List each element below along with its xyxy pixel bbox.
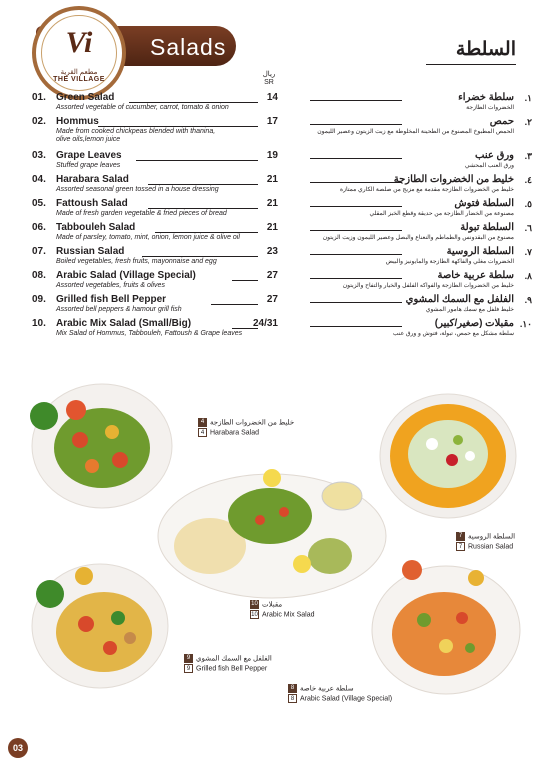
item-number: 08. <box>32 270 46 281</box>
caption-grilled-fish-bell-pepper: 9 الفلفل مع السمك المشوي 9 Grilled fish Bell Pepper <box>184 654 272 675</box>
item-number: 01. <box>32 92 46 103</box>
item-description: Stuffed grape leaves <box>56 162 121 169</box>
arabic-item-number: ٥. <box>524 199 532 209</box>
title-underline <box>426 64 516 65</box>
arabic-item-name: مقبلات (صغير/كبير) <box>434 318 514 329</box>
arabic-item-name: السلطة فتوش <box>454 198 514 209</box>
leader-line <box>310 302 402 303</box>
leader-line <box>232 280 258 281</box>
leader-line <box>310 124 402 125</box>
arabic-item-number: ٩. <box>524 295 532 305</box>
leader-line <box>211 304 258 305</box>
arabic-item-number: ٧. <box>524 247 532 257</box>
price-column-header: ريال SR <box>262 71 276 86</box>
grilled-fish-bell-pepper-photo <box>32 564 168 688</box>
arabic-item-number: ١. <box>524 93 532 103</box>
leader-line <box>310 278 402 279</box>
item-description: Mix Salad of Hommus, Tabbouleh, Fattoush & Grape leaves <box>56 330 243 337</box>
item-number: 05. <box>32 198 46 209</box>
page-number: 03 <box>8 738 28 758</box>
item-name: Arabic Salad (Village Special) <box>56 270 196 281</box>
leader-line <box>310 254 402 255</box>
leader-line <box>98 126 258 127</box>
arabic-item-description: الخضروات الطازجة <box>466 105 514 111</box>
leader-line <box>310 182 402 183</box>
item-number: 04. <box>32 174 46 185</box>
item-name: Russian Salad <box>56 246 125 257</box>
item-number: 02. <box>32 116 46 127</box>
russian-salad-photo <box>380 394 516 518</box>
item-number: 10. <box>32 318 46 329</box>
arabic-item-name: السلطة تبولة <box>460 222 514 233</box>
item-description: Assorted bell peppers & hamour grill fish <box>56 306 182 313</box>
item-price: 19 <box>266 150 278 161</box>
item-description: Assorted seasonal green tossed in a house dressing <box>56 186 219 193</box>
arabic-page-title: السلطة <box>455 39 516 60</box>
item-name: Arabic Mix Salad (Small/Big) <box>56 318 192 329</box>
arabic-item-description: سلطة مشكل مع حمص، تبولة، فتوش و ورق عنب <box>392 331 514 337</box>
item-name: Harabara Salad <box>56 174 129 185</box>
item-price: 23 <box>266 246 278 257</box>
item-price: 14 <box>266 92 278 103</box>
leader-line <box>310 158 402 159</box>
arabic-item-description: خليط من الخضروات الطازجة مقدمة مع مزيج من صلصة الكاري ممتازة <box>340 187 514 193</box>
item-name: Hommus <box>56 116 99 127</box>
leader-line <box>142 256 258 257</box>
arabic-salad-photo <box>372 560 520 694</box>
item-description: Boiled vegetables, fresh fruits, mayonnaise and egg <box>56 258 217 265</box>
caption-arabic-salad: 8 سلطة عربية خاصة 8 Arabic Salad (Village Special) <box>288 684 392 705</box>
caption-russian-salad: 7 السلطة الروسية 7 Russian Salad <box>456 532 515 553</box>
leader-line <box>148 184 258 185</box>
page-title: Salads <box>150 34 227 60</box>
arabic-item-description: الحمص المطبوخ المصنوع من الطحينة المخلوطة مع زيت الزيتون وعصير الليمون <box>317 129 514 135</box>
arabic-mix-salad-photo <box>158 469 386 598</box>
item-description: Made of fresh garden vegetable & fried pieces of bread <box>56 210 227 217</box>
item-number: 03. <box>32 150 46 161</box>
caption-harabara-salad: 4 خليط من الخضروات الطازجة 4 Harabara Salad <box>198 418 294 439</box>
leader-line <box>136 160 258 161</box>
item-price: 27 <box>266 270 278 281</box>
logo-mark: Vi <box>65 26 93 59</box>
arabic-item-description: مصنوع من البقدونس والطماطم والنعناع والبصل وعصير الليمون وزيت الزيتون <box>322 235 514 241</box>
item-price: 27 <box>266 294 278 305</box>
harabara-salad-photo <box>30 384 172 508</box>
arabic-item-description: ورق العنب المحشي <box>464 163 514 169</box>
arabic-item-number: ٦. <box>524 223 532 233</box>
leader-line <box>310 206 402 207</box>
item-name: Grilled fish Bell Pepper <box>56 294 167 305</box>
item-description: Assorted vegetable of cucumber, carrot, tomato & onion <box>56 104 229 111</box>
caption-arabic-mix-salad: 10 مقبلات 10 Arabic Mix Salad <box>251 601 315 619</box>
item-description: Assorted vegetables, fruits & olives <box>56 282 165 289</box>
item-description: Made from cooked chickpeas blended with thanina, olive oils,lemon juice <box>56 128 216 143</box>
item-price: 17 <box>266 116 278 127</box>
arabic-item-description: مصنوعة من الخضار الطازجة من حديقة وقطع الخبز المقلي <box>369 211 514 217</box>
item-description: Made of parsley, tomato, mint, onion, lemon juice & olive oil <box>56 234 240 241</box>
item-price: 24/31 <box>252 318 278 329</box>
item-price: 21 <box>266 174 278 185</box>
item-number: 07. <box>32 246 46 257</box>
leader-line <box>155 232 259 233</box>
arabic-item-name: السلطة الروسية <box>446 246 514 257</box>
item-name: Tabbouleh Salad <box>56 222 136 233</box>
arabic-item-name: حمص <box>489 116 514 127</box>
logo-english: THE VILLAGE <box>53 76 105 83</box>
leader-line <box>310 100 402 101</box>
arabic-item-name: خليط من الخضروات الطازجة <box>393 174 514 185</box>
logo <box>32 6 126 100</box>
item-name: Green Salad <box>56 92 115 103</box>
arabic-item-number: ٨. <box>524 271 532 281</box>
item-price: 21 <box>266 198 278 209</box>
arabic-item-number: ٤. <box>524 175 532 185</box>
item-name: Grape Leaves <box>56 150 122 161</box>
item-price: 21 <box>266 222 278 233</box>
logo-arabic: مطعم القرية <box>60 69 98 76</box>
item-number: 09. <box>32 294 46 305</box>
leader-line <box>148 208 258 209</box>
leader-line <box>310 230 402 231</box>
item-name: Fattoush Salad <box>56 198 128 209</box>
arabic-item-name: الفلفل مع السمك المشوي <box>405 294 514 305</box>
arabic-item-name: ورق عنب <box>475 150 514 161</box>
leader-line <box>310 326 402 327</box>
arabic-item-name: سلطة خضراء <box>458 92 514 103</box>
arabic-item-number: ٣. <box>524 151 532 161</box>
arabic-item-number: ٢. <box>524 117 532 127</box>
leader-line <box>129 102 258 103</box>
arabic-item-number: ١٠. <box>519 319 532 329</box>
arabic-item-description: خليط فلفل مع سمك هامور المشوي <box>425 307 514 313</box>
arabic-item-name: سلطة عربية خاصة <box>437 270 514 281</box>
arabic-item-description: خليط من الخضروات الطازجة والفواكه الفلفل والخيار والتفاح والزيتون <box>342 283 514 289</box>
arabic-item-description: الخضروات مغلي والفاكهة الطازجة والمايونيز والبيض <box>385 259 514 265</box>
item-number: 06. <box>32 222 46 233</box>
